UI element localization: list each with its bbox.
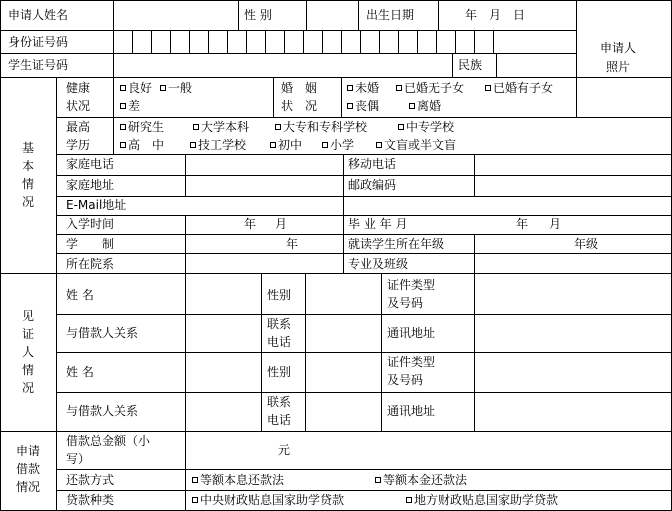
checkbox-icon <box>485 85 491 91</box>
education-label-2: 学历 <box>66 138 91 152</box>
ethnic-label: 民族 <box>458 58 483 72</box>
edu-option-high-school[interactable]: 高 中 <box>120 139 164 151</box>
id-number-label: 身份证号码 <box>8 35 69 49</box>
health-option-average[interactable]: 一般 <box>160 82 192 94</box>
edu-option-technical-secondary[interactable]: 中专学校 <box>398 121 454 133</box>
health-option-poor[interactable]: 差 <box>120 100 140 112</box>
checkbox-icon <box>398 124 404 130</box>
witness2-contact-label: 联系 <box>267 395 292 409</box>
witness1-cert-label: 证件类型 <box>387 278 436 292</box>
witness2-address-label: 通讯地址 <box>387 404 436 418</box>
loan-amount-label: 借款总金额（小 <box>66 434 151 448</box>
loan-type-central-subsidy[interactable]: 中央财政贴息国家助学贷款 <box>192 494 344 506</box>
basic-info-section-title: 基 本 情 况 <box>21 141 34 209</box>
graduation-label: 毕 业 年 月 <box>348 217 408 231</box>
checkbox-icon <box>190 142 196 148</box>
postcode-label: 邮政编码 <box>348 178 397 192</box>
grade-label: 就读学生所在年级 <box>348 237 445 251</box>
witness1-cert-label-2: 及号码 <box>387 296 424 310</box>
school-system-unit: 年 <box>286 237 299 251</box>
checkbox-icon <box>192 497 198 503</box>
health-label-2: 状况 <box>66 99 91 113</box>
school-system-label: 学 制 <box>66 237 115 251</box>
student-id-label: 学生证号码 <box>8 58 69 72</box>
enroll-time-label: 入学时间 <box>66 217 115 231</box>
witness2-cert-label: 证件类型 <box>387 355 436 369</box>
checkbox-icon <box>120 85 126 91</box>
enroll-month-unit: 月 <box>275 217 288 231</box>
edu-option-technical-school[interactable]: 技工学校 <box>190 139 246 151</box>
health-option-good[interactable]: 良好 <box>120 82 152 94</box>
witness2-cert-label-2: 及号码 <box>387 373 424 387</box>
photo-label-2: 照片 <box>606 60 631 74</box>
edu-option-college[interactable]: 大专和专科学校 <box>275 121 367 133</box>
grad-year-unit: 年 <box>516 217 529 231</box>
loan-amount-unit: 元 <box>278 443 291 457</box>
mobile-label: 移动电话 <box>348 157 397 171</box>
checkbox-icon <box>375 477 381 483</box>
witness2-relation-label: 与借款人关系 <box>66 404 139 418</box>
photo-label: 申请人 <box>600 41 637 55</box>
email-label: E-Mail地址 <box>66 198 127 212</box>
major-class-label: 专业及班级 <box>348 257 409 271</box>
checkbox-icon <box>347 85 353 91</box>
checkbox-icon <box>193 124 199 130</box>
marriage-option-married-with-child[interactable]: 已婚有子女 <box>485 82 553 94</box>
witness2-name-label: 姓 名 <box>66 365 94 379</box>
home-address-label: 家庭地址 <box>66 178 115 192</box>
health-label: 健康 <box>66 81 91 95</box>
applicant-name-label: 申请人姓名 <box>8 8 69 22</box>
witness-section-title: 见 证 人 情 况 <box>21 309 34 395</box>
witness2-contact-label-2: 电话 <box>267 413 292 427</box>
checkbox-icon <box>120 142 126 148</box>
home-phone-label: 家庭电话 <box>66 157 115 171</box>
enroll-year-unit: 年 <box>244 217 257 231</box>
loan-type-local-subsidy[interactable]: 地方财政贴息国家助学贷款 <box>406 494 558 506</box>
checkbox-icon <box>275 124 281 130</box>
witness2-gender-label: 性别 <box>267 365 292 379</box>
checkbox-icon <box>409 103 415 109</box>
repay-option-equal-principal[interactable]: 等额本金还款法 <box>375 474 467 486</box>
checkbox-icon <box>322 142 328 148</box>
marriage-label: 婚 姻 <box>281 81 318 95</box>
edu-option-postgraduate[interactable]: 研究生 <box>120 121 164 133</box>
loan-type-label: 贷款种类 <box>66 493 115 507</box>
birth-date-label: 出生日期 <box>366 8 415 22</box>
repay-method-label: 还款方式 <box>66 473 115 487</box>
birth-date-format: 年 月 日 <box>465 8 526 22</box>
checkbox-icon <box>160 85 166 91</box>
edu-option-middle-school[interactable]: 初中 <box>270 139 302 151</box>
witness1-relation-label: 与借款人关系 <box>66 326 139 340</box>
checkbox-icon <box>347 103 353 109</box>
witness1-address-label: 通讯地址 <box>387 326 436 340</box>
witness1-contact-label: 联系 <box>267 317 292 331</box>
marriage-option-divorced[interactable]: 离婚 <box>409 100 441 112</box>
checkbox-icon <box>120 103 126 109</box>
checkbox-icon <box>120 124 126 130</box>
checkbox-icon <box>396 85 402 91</box>
edu-option-illiterate[interactable]: 文盲或半文盲 <box>376 139 456 151</box>
gender-label: 性 别 <box>244 8 272 22</box>
repay-option-equal-installment[interactable]: 等额本息还款法 <box>192 474 284 486</box>
witness1-name-label: 姓 名 <box>66 288 94 302</box>
marriage-label-2: 状 况 <box>281 99 318 113</box>
witness1-gender-label: 性别 <box>267 288 292 302</box>
education-label: 最高 <box>66 120 91 134</box>
marriage-option-married-no-child[interactable]: 已婚无子女 <box>396 82 464 94</box>
checkbox-icon <box>376 142 382 148</box>
edu-option-undergraduate[interactable]: 大学本科 <box>193 121 249 133</box>
grade-unit: 年级 <box>574 237 599 251</box>
checkbox-icon <box>270 142 276 148</box>
marriage-option-single[interactable]: 未婚 <box>347 82 379 94</box>
checkbox-icon <box>192 477 198 483</box>
marriage-option-widowed[interactable]: 丧偶 <box>347 100 379 112</box>
department-label: 所在院系 <box>66 257 115 271</box>
loan-section-title: 申请 借款 情况 <box>15 444 40 494</box>
witness1-contact-label-2: 电话 <box>267 335 292 349</box>
checkbox-icon <box>406 497 412 503</box>
loan-amount-label-2: 写） <box>66 452 91 466</box>
grad-month-unit: 月 <box>549 217 562 231</box>
edu-option-primary-school[interactable]: 小学 <box>322 139 354 151</box>
